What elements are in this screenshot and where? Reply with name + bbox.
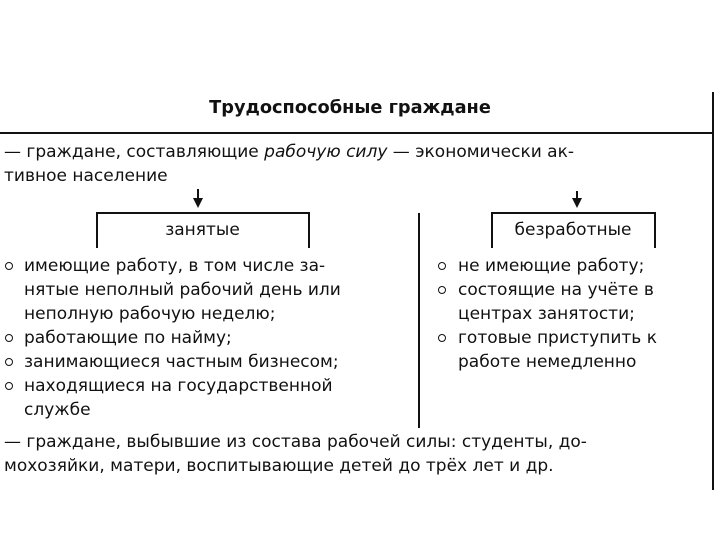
employed-bracket-right bbox=[308, 212, 310, 248]
employed-line: нятые неполный рабочий день или bbox=[24, 280, 341, 300]
unemployed-line: работе немедленно bbox=[458, 352, 637, 372]
outro-line-1: — граждане, выбывшие из состава рабочей силы: студенты, до- bbox=[4, 432, 587, 452]
bullet bbox=[5, 382, 13, 390]
employed-line: имеющие работу, в том числе за- bbox=[24, 256, 326, 276]
unemployed-line: готовые приступить к bbox=[458, 328, 657, 348]
center-divider bbox=[418, 213, 420, 428]
employed-bracket-top bbox=[96, 212, 309, 214]
employed-line: занимающиеся частным бизнесом; bbox=[24, 352, 339, 372]
bullet bbox=[438, 262, 446, 270]
intro-text-post: — экономически ак- bbox=[387, 142, 574, 162]
intro-line-2: тивное население bbox=[4, 166, 168, 186]
bullet bbox=[5, 358, 13, 366]
unemployed-label: безработные bbox=[514, 220, 632, 240]
unemployed-bracket-right bbox=[654, 212, 656, 248]
intro-line-1 bbox=[4, 140, 574, 164]
bullet bbox=[5, 334, 13, 342]
intro-text-pre: — граждане, составляющие bbox=[4, 142, 265, 162]
unemployed-line: центрах занятости; bbox=[458, 304, 635, 324]
unemployed-bracket-top bbox=[491, 212, 655, 214]
employed-line: службе bbox=[24, 400, 91, 420]
employed-line: работающие по найму; bbox=[24, 328, 232, 348]
employed-line: находящиеся на государственной bbox=[24, 376, 333, 396]
arrow-right-head bbox=[572, 198, 582, 208]
intro-text-italic: рабочую силу bbox=[264, 142, 388, 162]
outro-line-2: мохозяйки, матери, воспитывающие детей до трёх лет и др. bbox=[4, 456, 554, 476]
unemployed-line: состоящие на учёте в bbox=[458, 280, 654, 300]
frame-right-border bbox=[712, 92, 714, 490]
diagram-title: Трудоспособные граждане bbox=[209, 97, 491, 118]
employed-line: неполную рабочую неделю; bbox=[24, 304, 276, 324]
unemployed-line: не имеющие работу; bbox=[458, 256, 645, 276]
bullet bbox=[5, 262, 13, 270]
title-underline bbox=[0, 132, 714, 134]
bullet bbox=[438, 286, 446, 294]
arrow-left-head bbox=[193, 198, 203, 208]
bullet bbox=[438, 334, 446, 342]
employed-label: занятые bbox=[165, 220, 240, 240]
